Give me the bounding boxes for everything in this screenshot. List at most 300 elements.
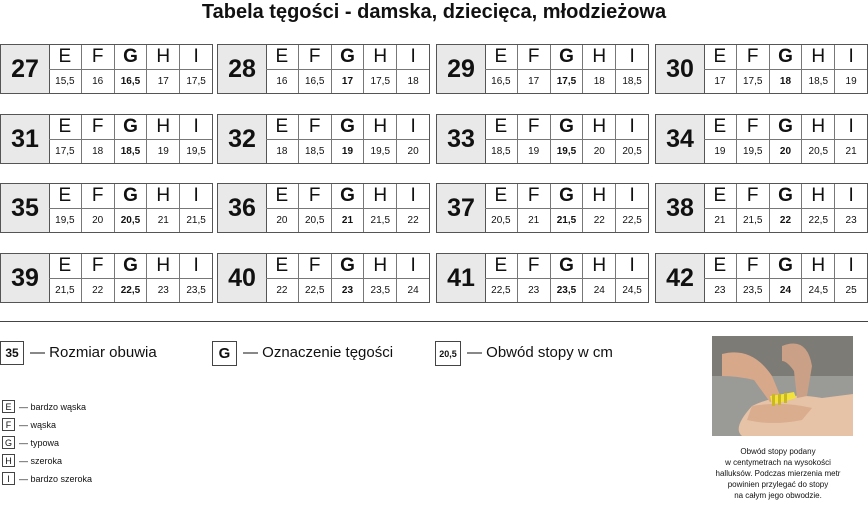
width-cell (615, 115, 648, 163)
width-letter: H (802, 254, 834, 279)
width-letter: H (364, 184, 396, 209)
width-letter: I (835, 115, 867, 140)
width-cell (331, 45, 364, 93)
width-cell (266, 45, 298, 93)
width-cell (331, 115, 364, 163)
foot-measuring-photo (712, 336, 853, 436)
width-letter: I (397, 45, 429, 70)
girth-value: 18 (92, 146, 104, 157)
shoe-size: 30 (656, 45, 705, 93)
width-cell (517, 45, 550, 93)
width-letter: E (49, 45, 81, 70)
width-cell (114, 254, 147, 302)
girth-value: 22,5 (622, 215, 642, 226)
width-cell (704, 254, 736, 302)
width-letter: G (770, 254, 802, 279)
width-cell (114, 184, 147, 232)
width-cell (396, 184, 429, 232)
width-cell (298, 254, 331, 302)
width-cell (266, 115, 298, 163)
girth-value: 18 (779, 76, 792, 87)
width-letter: I (835, 184, 867, 209)
width-letter: H (802, 45, 834, 70)
width-cell (396, 115, 429, 163)
width-letter: F (518, 115, 550, 140)
width-cells (49, 115, 212, 163)
width-letter: G (115, 254, 147, 279)
width-letter: H (583, 45, 615, 70)
legend-size-box (0, 341, 24, 365)
width-letter: I (180, 254, 212, 279)
width-cells (485, 45, 648, 93)
size-card (217, 114, 430, 164)
width-cell (801, 254, 834, 302)
width-letter: E (485, 115, 517, 140)
width-legend-item (2, 454, 62, 467)
width-cell (331, 184, 364, 232)
width-cell (517, 254, 550, 302)
width-cell (736, 254, 769, 302)
width-cell (49, 254, 81, 302)
width-cell (179, 45, 212, 93)
width-letter: F (82, 115, 114, 140)
girth-value: 21,5 (370, 215, 391, 226)
width-cells (485, 184, 648, 232)
size-card (0, 114, 213, 164)
width-cell (49, 184, 81, 232)
width-letter: H (364, 115, 396, 140)
width-cell (704, 184, 736, 232)
width-cell (363, 115, 396, 163)
girth-value: 17,5 (186, 76, 206, 87)
width-letter: G (551, 254, 583, 279)
girth-value: 21,5 (556, 215, 577, 226)
girth-value: 17,5 (742, 76, 763, 87)
width-cell (485, 254, 517, 302)
width-cell (485, 115, 517, 163)
girth-value: 17 (528, 76, 540, 87)
shoe-size: 29 (437, 45, 486, 93)
width-letter: E (704, 115, 736, 140)
width-code: I (2, 472, 15, 485)
width-letter: H (583, 184, 615, 209)
width-letter: H (364, 254, 396, 279)
width-letter: E (266, 254, 298, 279)
shoe-size: 41 (437, 254, 486, 302)
girth-value: 24 (407, 285, 419, 296)
width-cell (736, 115, 769, 163)
girth-value: 21,5 (55, 285, 75, 296)
girth-value: 22 (779, 215, 792, 226)
girth-value: 20 (276, 215, 288, 226)
width-letter: H (802, 184, 834, 209)
width-cell (615, 184, 648, 232)
width-letter: F (82, 45, 114, 70)
shoe-size: 38 (656, 184, 705, 232)
width-letter: G (115, 115, 147, 140)
width-letter: E (49, 254, 81, 279)
size-card (655, 253, 868, 303)
girth-value: 20,5 (120, 215, 141, 226)
width-cell (485, 184, 517, 232)
shoe-size: 33 (437, 115, 486, 163)
width-description: — typowa (19, 437, 60, 448)
caption-line: halluksów. Podczas mierzenia metr (715, 469, 841, 478)
width-letter: E (266, 45, 298, 70)
width-cell (769, 115, 802, 163)
width-cells (485, 115, 648, 163)
width-letter: F (518, 254, 550, 279)
width-letter: G (115, 45, 147, 70)
girth-value: 18,5 (304, 146, 325, 157)
girth-value: 24,5 (808, 285, 829, 296)
shoe-size: 31 (1, 115, 50, 163)
width-cell (179, 184, 212, 232)
girth-value: 19,5 (55, 215, 75, 226)
shoe-size: 39 (1, 254, 50, 302)
width-cell (550, 115, 583, 163)
size-card (217, 183, 430, 233)
girth-value: 15,5 (55, 76, 75, 87)
width-letter: H (147, 184, 179, 209)
girth-value: 22,5 (120, 285, 141, 296)
width-letter: F (299, 115, 331, 140)
width-description: — szeroka (19, 455, 63, 466)
width-cells (49, 184, 212, 232)
width-cell (704, 45, 736, 93)
width-cell (49, 115, 81, 163)
girth-value: 23 (845, 215, 857, 226)
girth-value: 18 (276, 146, 288, 157)
girth-value: 18,5 (491, 146, 511, 157)
girth-value: 18 (407, 76, 419, 87)
width-letter: I (397, 184, 429, 209)
shoe-size: 28 (218, 45, 267, 93)
width-letter: F (82, 184, 114, 209)
width-cells (49, 254, 212, 302)
width-cell (146, 115, 179, 163)
shoe-size: 34 (656, 115, 705, 163)
legend-girth-example: 20,5 (439, 348, 457, 359)
girth-value: 23,5 (370, 285, 391, 296)
girth-value: 21 (341, 215, 354, 226)
girth-value: 21 (528, 215, 540, 226)
width-letter: F (299, 45, 331, 70)
width-cell (298, 115, 331, 163)
width-cell (146, 184, 179, 232)
girth-value: 20 (92, 215, 104, 226)
width-cell (266, 184, 298, 232)
girth-value: 19 (157, 146, 169, 157)
caption-line: Obwód stopy podany (740, 447, 816, 456)
width-letter: I (616, 45, 648, 70)
width-cell (298, 184, 331, 232)
shoe-size: 35 (1, 184, 50, 232)
width-letter: E (704, 184, 736, 209)
width-letter: H (364, 45, 396, 70)
width-cells (704, 184, 867, 232)
legend-width-box (212, 341, 237, 366)
girth-value: 19 (714, 146, 726, 157)
width-cell (396, 254, 429, 302)
width-letter: I (180, 45, 212, 70)
size-card (655, 183, 868, 233)
girth-value: 20 (407, 146, 419, 157)
size-card (0, 253, 213, 303)
width-cell (769, 45, 802, 93)
width-cell (517, 184, 550, 232)
width-cells (266, 184, 429, 232)
caption-line: powinien przylegać do stopy (727, 480, 829, 489)
width-cell (363, 254, 396, 302)
girth-value: 24 (779, 285, 792, 296)
width-letter: H (147, 45, 179, 70)
width-letter: F (518, 45, 550, 70)
width-letter: G (551, 184, 583, 209)
girth-value: 16,5 (120, 76, 141, 87)
legend-size-label: — Rozmiar obuwia (30, 344, 157, 361)
girth-value: 21 (845, 146, 857, 157)
girth-value: 22,5 (491, 285, 511, 296)
width-letter: G (551, 45, 583, 70)
girth-value: 17,5 (556, 76, 577, 87)
width-cells (704, 45, 867, 93)
width-letter: I (180, 184, 212, 209)
width-cell (49, 45, 81, 93)
girth-value: 23 (714, 285, 726, 296)
width-letter: I (616, 184, 648, 209)
girth-value: 22,5 (304, 285, 325, 296)
legend-girth-label: — Obwód stopy w cm (467, 344, 613, 361)
girth-value: 16 (276, 76, 288, 87)
width-cell (834, 115, 867, 163)
girth-value: 18,5 (120, 146, 141, 157)
girth-value: 19,5 (370, 146, 391, 157)
width-letter: F (82, 254, 114, 279)
width-letter: E (485, 184, 517, 209)
width-cell (266, 254, 298, 302)
width-letter: F (737, 115, 769, 140)
width-cell (582, 45, 615, 93)
width-cell (146, 254, 179, 302)
width-cell (550, 184, 583, 232)
girth-value: 19,5 (186, 146, 206, 157)
legend-girth-box (435, 341, 461, 366)
girth-value: 24 (593, 285, 605, 296)
width-letter: G (332, 115, 364, 140)
width-letter: G (770, 184, 802, 209)
width-cells (266, 45, 429, 93)
width-cell (801, 184, 834, 232)
width-letter: G (551, 115, 583, 140)
width-cell (363, 184, 396, 232)
width-letter: G (332, 254, 364, 279)
size-card (655, 114, 868, 164)
girth-value: 23,5 (186, 285, 206, 296)
girth-value: 21,5 (186, 215, 206, 226)
width-code: E (2, 400, 15, 413)
girth-value: 19,5 (742, 146, 763, 157)
width-cell (801, 115, 834, 163)
width-letter: F (737, 184, 769, 209)
width-letter: E (485, 45, 517, 70)
width-cell (550, 45, 583, 93)
girth-value: 23 (528, 285, 540, 296)
width-cell (485, 45, 517, 93)
width-cell (550, 254, 583, 302)
width-description: — bardzo wąska (19, 401, 87, 412)
girth-value: 22 (593, 215, 605, 226)
girth-value: 22,5 (808, 215, 829, 226)
width-cell (146, 45, 179, 93)
width-cell (396, 45, 429, 93)
size-card (655, 44, 868, 94)
width-cell (615, 254, 648, 302)
width-letter: G (770, 45, 802, 70)
girth-value: 22 (276, 285, 288, 296)
width-letter: I (616, 115, 648, 140)
width-letter: G (770, 115, 802, 140)
size-card (0, 183, 213, 233)
girth-value: 19,5 (556, 146, 577, 157)
width-cells (49, 45, 212, 93)
width-letter: G (332, 184, 364, 209)
width-cells (485, 254, 648, 302)
girth-value: 21,5 (742, 215, 763, 226)
width-cell (81, 115, 114, 163)
girth-value: 25 (845, 285, 857, 296)
girth-value: 16 (92, 76, 104, 87)
shoe-size: 42 (656, 254, 705, 302)
size-card (217, 253, 430, 303)
girth-value: 19 (845, 76, 857, 87)
width-cells (266, 115, 429, 163)
width-code: F (2, 418, 15, 431)
foot-measuring-illustration (712, 336, 853, 436)
width-letter: H (147, 254, 179, 279)
width-code: H (2, 454, 15, 467)
width-cell (736, 45, 769, 93)
divider (0, 321, 868, 322)
width-letter: I (835, 254, 867, 279)
girth-value: 21 (714, 215, 726, 226)
width-cells (266, 254, 429, 302)
width-description: — bardzo szeroka (19, 473, 93, 484)
width-legend-item (2, 436, 59, 449)
girth-value: 17 (714, 76, 726, 87)
width-cell (179, 254, 212, 302)
width-cell (582, 254, 615, 302)
width-letter: H (147, 115, 179, 140)
width-cells (704, 254, 867, 302)
width-cell (179, 115, 212, 163)
width-cells (704, 115, 867, 163)
width-cell (298, 45, 331, 93)
width-cell (834, 254, 867, 302)
width-cell (834, 45, 867, 93)
width-letter: E (485, 254, 517, 279)
width-letter: E (49, 115, 81, 140)
shoe-size: 40 (218, 254, 267, 302)
girth-value: 20,5 (622, 146, 642, 157)
width-cell (834, 184, 867, 232)
legend-width-example: G (218, 345, 231, 362)
girth-value: 20,5 (491, 215, 511, 226)
width-cell (582, 115, 615, 163)
size-card (436, 183, 649, 233)
size-card (217, 44, 430, 94)
girth-value: 17 (157, 76, 169, 87)
girth-value: 19 (528, 146, 540, 157)
width-letter: H (583, 254, 615, 279)
width-letter: E (266, 115, 298, 140)
girth-value: 16,5 (304, 76, 325, 87)
width-letter: G (332, 45, 364, 70)
width-cell (615, 45, 648, 93)
page-title: Tabela tęgości - damska, dziecięca, młodzieżowa (201, 1, 667, 23)
girth-value: 19 (341, 146, 354, 157)
girth-value: 16,5 (491, 76, 511, 87)
width-letter: F (299, 184, 331, 209)
size-card (436, 253, 649, 303)
width-cell (331, 254, 364, 302)
girth-value: 17,5 (55, 146, 75, 157)
girth-value: 21 (157, 215, 169, 226)
girth-value: 22 (407, 215, 419, 226)
legend-size-example: 35 (5, 346, 19, 360)
girth-value: 18,5 (622, 76, 642, 87)
girth-value: 23,5 (742, 285, 763, 296)
girth-value: 20,5 (808, 146, 829, 157)
width-letter: I (180, 115, 212, 140)
width-letter: H (583, 115, 615, 140)
girth-value: 23 (157, 285, 169, 296)
shoe-size: 37 (437, 184, 486, 232)
caption-line: na całym jego obwodzie. (734, 491, 822, 500)
width-letter: F (737, 45, 769, 70)
girth-value: 17,5 (370, 76, 391, 87)
width-letter: G (115, 184, 147, 209)
width-cell (736, 184, 769, 232)
width-cell (517, 115, 550, 163)
size-card (436, 114, 649, 164)
width-cell (769, 184, 802, 232)
girth-value: 23 (341, 285, 354, 296)
width-letter: E (49, 184, 81, 209)
width-cell (801, 45, 834, 93)
girth-value: 18,5 (808, 76, 829, 87)
girth-value: 20 (779, 146, 792, 157)
width-cell (769, 254, 802, 302)
width-description: — wąska (19, 419, 57, 430)
width-letter: E (266, 184, 298, 209)
width-cell (81, 254, 114, 302)
legend-width-label: — Oznaczenie tęgości (243, 344, 394, 361)
width-letter: F (299, 254, 331, 279)
width-letter: F (518, 184, 550, 209)
width-legend-item (2, 418, 56, 431)
width-cell (582, 184, 615, 232)
girth-value: 22 (92, 285, 104, 296)
width-letter: I (397, 254, 429, 279)
width-letter: I (616, 254, 648, 279)
width-cell (363, 45, 396, 93)
girth-value: 20,5 (304, 215, 325, 226)
width-letter: I (397, 115, 429, 140)
girth-value: 24,5 (622, 285, 642, 296)
girth-value: 20 (593, 146, 605, 157)
girth-value: 23,5 (556, 285, 577, 296)
